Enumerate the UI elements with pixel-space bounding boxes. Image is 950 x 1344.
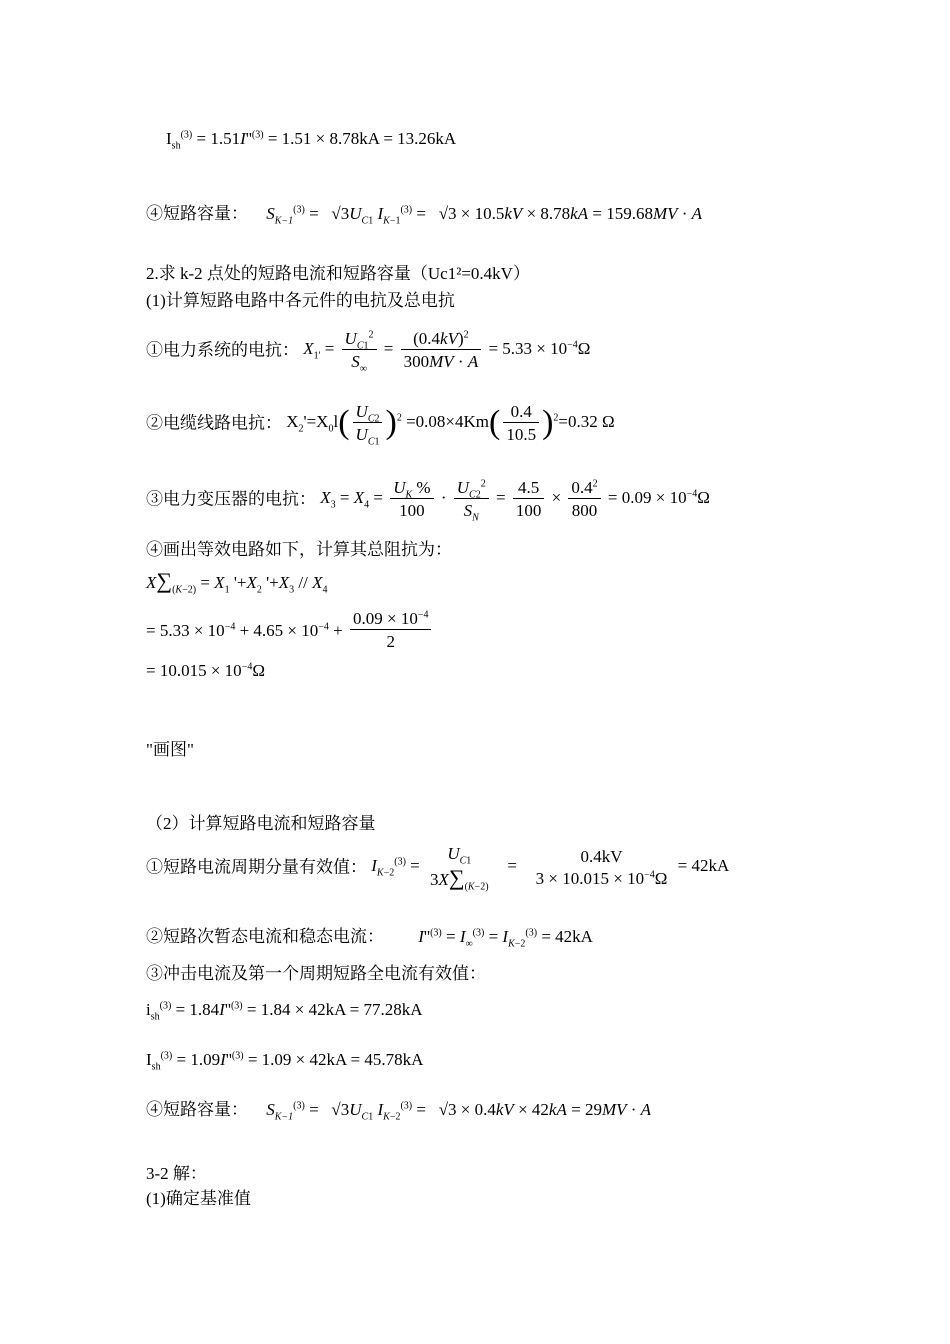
current-fraction-2: 0.4kV $3 \times 10.015 \times 10^{-4}\Omega$: [535, 846, 668, 888]
x1-equation: $X_{1'}$ = $\frac{U_{C1}^2}{S_\infty}$ = $\frac{(0.4kV)^2}{300MV \cdot A}$ = $5.33 \times 10^{-4}\Omega$: [303, 329, 591, 375]
x3-fraction-2: $\frac{U_{C2}^2}{S_N}$: [454, 479, 489, 519]
section-2-subheading-2: （2）计算短路电流和短路容量: [146, 814, 376, 833]
section-2-heading: 2.求 k-2 点处的短路电流和短路容量（Uc1²=0.4kV）: [146, 264, 530, 283]
x1-fraction-1: $\frac{U_{C1}^2}{S_\infty}$: [342, 330, 377, 370]
x3-label: ③电力变压器的电抗：: [146, 489, 316, 509]
subtransient-equation: $I''^{(3)} = I_\infty^{(3)} = I_{K-2}^{(3)} = 42kA$: [418, 927, 593, 950]
figure-placeholder: "画图": [146, 740, 194, 759]
ish-equation-1: $I_{sh}^{(3)} = 1.51I''^{(3)} = 1.51 \times 8.78kA = 13.26kA$: [166, 129, 457, 152]
x3-fraction-3: $\frac{4.5}{100}$: [513, 479, 545, 519]
capacity-equation-2: $S_{K-1}^{(3)} = √3U_{C1}$ $I_{K-2}^{(3)} = √3 \times 0.4kV \times 42kA = 29MV \cdot A$: [266, 1100, 652, 1123]
x3-fraction-1: $\frac{U_K \%}{100}$: [390, 479, 433, 519]
section-3-heading: 3-2 解：: [146, 1164, 207, 1183]
capacity-equation-1: $S_{K-1}^{(3)} = √3U_{C1}$ $I_{K-1}^{(3)} = √3 \times 10.5kV \times 8.78kA = 159.68MV \cdot A$: [266, 204, 703, 227]
capacity-label-2: ④短路容量：: [146, 1100, 248, 1119]
impact-label: ③冲击电流及第一个周期短路全电流有效值：: [146, 964, 486, 983]
sum-fraction: $\frac{0.09 \times 10^{-4}}{2}$: [350, 610, 431, 650]
x2-fraction-2: $\frac{0.4}{10.5}$: [503, 403, 539, 443]
x2-fraction-1: $\frac{U_{C2}}{U_{C1}}$: [353, 403, 383, 443]
subtransient-line: [146, 927, 593, 950]
current-equation: $I_{K-2}^{(3)}$ = $U_{C1}$ $3X\sum_{(K-2)}$ = 0.4kV $3 \times 10.015 \times 10^{-4}\Omega$ = 42kA: [371, 844, 730, 893]
current-fraction-1: $U_{C1}$ $3X\sum_{(K-2)}$: [430, 844, 489, 893]
capacity-line-1: [146, 204, 703, 227]
x2-equation: $X_2'=X_0l$( $\frac{U_{C2}}{U_{C1}}$ )$^2$ =0.08×4Km( $\frac{0.4}{10.5}$ )$^2$=0.32 Ω: [286, 402, 615, 448]
ish-equation-2: $i_{sh}^{(3)} = 1.84I''^{(3)} = 1.84 \times 42kA = 77.28kA$: [146, 1000, 423, 1023]
section-2-subheading-1: (1)计算短路电路中各元件的电抗及总电抗: [146, 291, 455, 310]
capacity-label-1: ④短路容量：: [146, 204, 248, 223]
current-line: [146, 844, 730, 893]
sum-equation-2: = $5.33 \times 10^{-4} + 4.65 \times 10^{-4}$ + $\frac{0.09 \times 10^{-4}}{2}$: [146, 610, 434, 650]
section-3-subheading-1: (1)确定基准值: [146, 1189, 251, 1208]
current-label: ①短路电流周期分量有效值：: [146, 857, 367, 877]
x3-line: [146, 478, 710, 524]
capacity-line-2: [146, 1100, 652, 1123]
sum-equation-3: = $10.015 \times 10^{-4}\Omega$: [146, 661, 265, 680]
x2-line: [146, 402, 615, 448]
x1-fraction-2: $\frac{(0.4kV)^2}{300MV \cdot A}$: [401, 330, 482, 370]
x1-line: [146, 329, 591, 375]
sum-label: ④画出等效电路如下，计算其总阻抗为：: [146, 540, 452, 559]
x3-fraction-4: $\frac{0.4^2}{800}$: [568, 479, 600, 519]
Ish-equation-2: $I_{sh}^{(3)} = 1.09I''^{(3)} = 1.09 \times 42kA = 45.78kA$: [146, 1050, 424, 1073]
subtransient-label: ②短路次暂态电流和稳态电流：: [146, 927, 384, 946]
x3-equation: $X_3 = X_4$ = $\frac{U_K \%}{100}$ · $\frac{U_{C2}^2}{S_N}$ = $\frac{4.5}{100}$ × $\frac{0.4^2}{800}$ = $0.09 \times 10^{-4}\Omega$: [320, 478, 710, 524]
sum-equation-1: $X\sum_{(K-2)} = X_1$ '$+X_2$ '$+X_3 // X_4$: [146, 568, 328, 596]
x2-label: ②电缆线路电抗：: [146, 413, 282, 433]
x1-label: ①电力系统的电抗：: [146, 340, 299, 360]
